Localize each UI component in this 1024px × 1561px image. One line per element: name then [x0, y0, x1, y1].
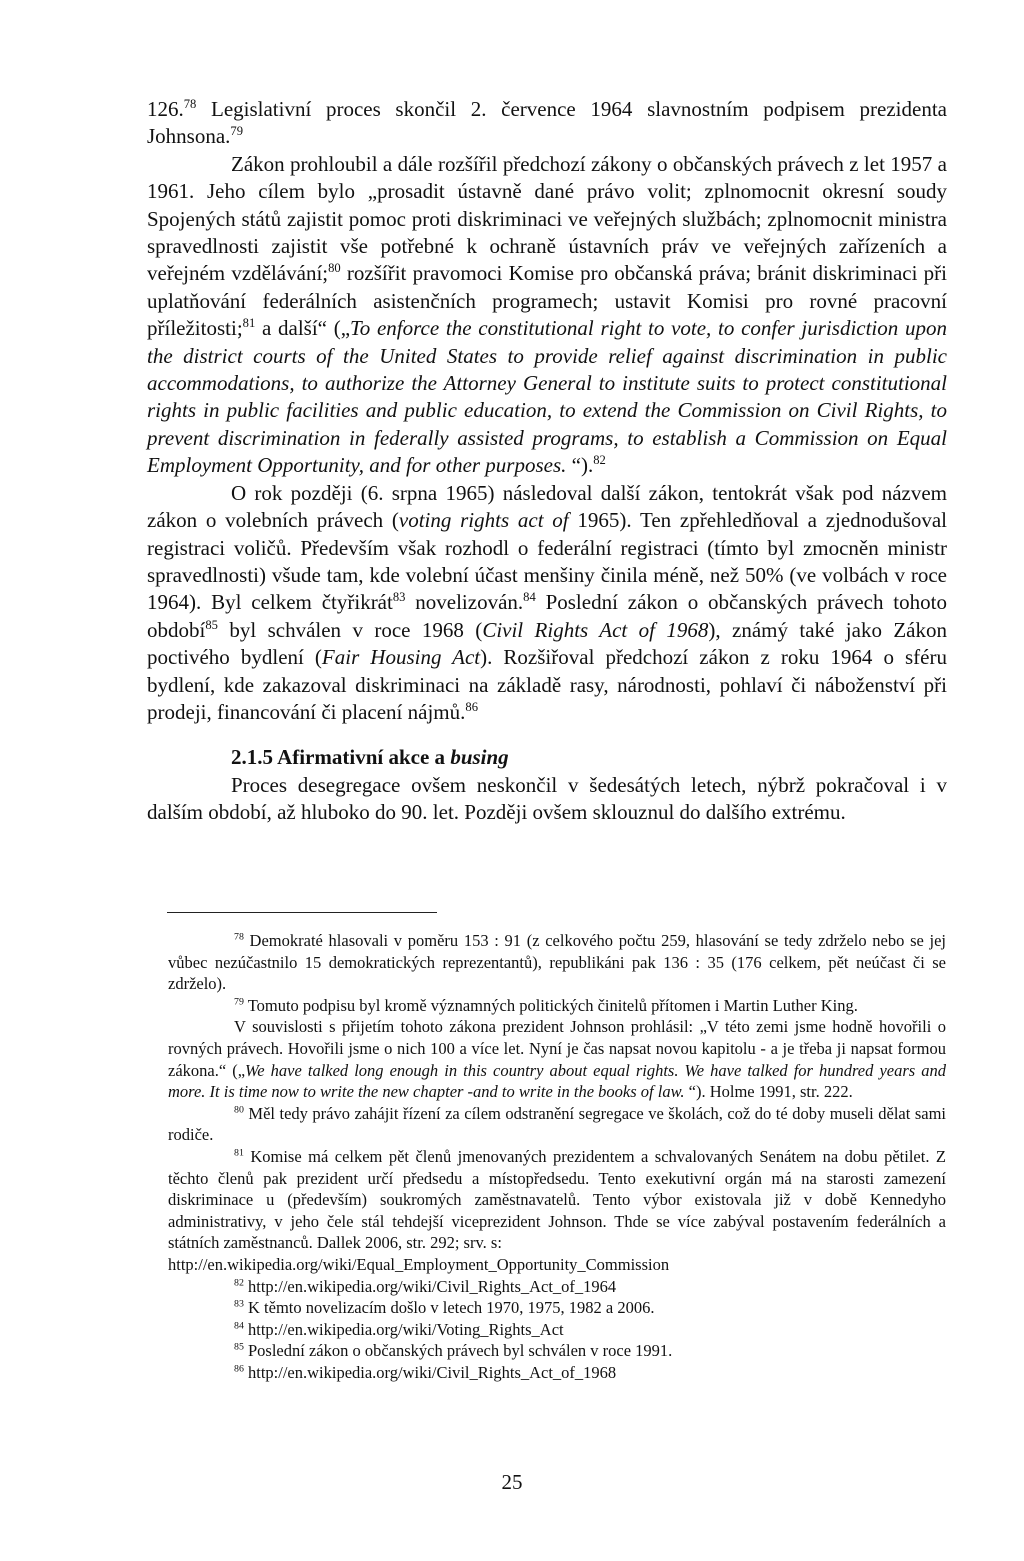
- text-run: Zákon prohloubil a dále rozšířil předchozí zákony o občanských právech z let 1957 a 1961. Jeho cílem bylo „prosadit ústavně dané právo volit; zplnomocnit okresní soudy Spojených států zajistit pomoc proti diskriminaci ve veřejných službách; zplnomocnit ministra spravedlnosti zajistit vše potřebné k ochraně ústavních práv ve veřejných zařízeních a veřejném vzdělávání;: [147, 151, 947, 286]
- footnote-text: Demokraté hlasovali v poměru 153 : 91 (z celkového počtu 259, hlasování se tedy zdrželo nebo se jej vůbec nezúčastnilo 15 demokratických reprezentantů), republikáni pak 136 : 35 (176 celkem, pět neúčast či se zdrželo).: [168, 931, 946, 994]
- footnote-text: Poslední zákon o občanských právech byl schválen v roce 1991.: [243, 1341, 673, 1361]
- footnote-number: 82: [234, 1277, 244, 1288]
- section-heading: [231, 744, 947, 771]
- footnote-ref: 81: [242, 316, 256, 331]
- footnote-82: [168, 1276, 946, 1298]
- footnote-79: [168, 995, 946, 1017]
- paragraph-signing: [147, 96, 947, 151]
- footnote-number: 81: [234, 1147, 244, 1159]
- paragraph-voting-rights: [147, 480, 947, 727]
- text-run: “).: [566, 453, 594, 478]
- text-run: Proces desegregace ovšem neskončil v šedesátých letech, nýbrž pokračoval i v dalším období, až hluboko do 90. let. Později ovšem sklouznul do dalšího extrému.: [147, 772, 947, 825]
- text-run: 1965). Ten zpřehledňoval a zjednodušoval registraci voličů. Především však rozhodl o federální registraci (tímto byl zmocněn ministr spravedlnosti) všude tam, kde volební účast menšiny činila méně, než 50% (ve volbách v roce 1964). Byl celkem čtyřikrát: [147, 508, 947, 615]
- footnote-text: Tomuto podpisu byl kromě významných politických činitelů přítomen i Martin Luther King.: [243, 995, 858, 1015]
- footnote-ref: 80: [328, 261, 341, 276]
- footnote-79-continued: [168, 1016, 946, 1102]
- english-quote: We have talked long enough in this country about equal rights. We have talked for hundred years and more. It is time now to write the new chapter -and to write in the books of law.: [168, 1060, 946, 1102]
- footnote-text: Komise má celkem pět členů jmenovaných prezidentem a schvalovaných Senátem na dobu pětilet. Z těchto členů pak prezident určí předsedu a místopředsedu. Tento exekutivní orgán má na starosti zamezení diskriminace u (především) soukromých zaměstnavatelů. Tento výbor existovala již v době Kennedyho administrativy, v jeho čele stál tehdejší viceprezident Johnson. Thde se více zabýval postavením federálních a státních zaměstnanců. Dallek 2006, str. 292; srv. s:: [168, 1146, 946, 1253]
- heading-text: 2.1.5 Afirmativní akce a: [231, 745, 451, 770]
- italic-term: Fair Housing Act: [321, 645, 481, 670]
- footnote-81: [168, 1146, 946, 1254]
- footnote-number: 86: [234, 1363, 244, 1375]
- text-run: O rok později (6. srpna 1965) následoval další zákon, tentokrát však pod názvem zákon o volebních právech (: [147, 480, 947, 533]
- footnote-81-url: [168, 1254, 946, 1276]
- main-text: [147, 96, 947, 827]
- footnote-ref: 84: [523, 590, 536, 605]
- footnote-ref: 79: [230, 124, 244, 139]
- footnote-number: 78: [234, 931, 244, 943]
- footnote-ref: 83: [392, 590, 406, 605]
- footnote-separator: [167, 912, 437, 913]
- footnote-url: http://en.wikipedia.org/wiki/Civil_Rights_Act_of_1964: [243, 1276, 617, 1296]
- footnote-ref: 85: [205, 617, 218, 632]
- footnote-number: 83: [234, 1298, 244, 1310]
- footnote-78: [168, 930, 946, 995]
- text-run: ). Rozšiřoval předchozí zákon z roku 1964 o sféru bydlení, kde zakazoval diskriminaci na základě rasy, národnosti, pohlaví či náboženství při prodeji, financování či placení nájmů.: [147, 645, 947, 724]
- text-run: byl schválen v roce 1968 (: [217, 617, 483, 642]
- text-run: rozšířit pravomoci Komise pro občanská práva; bránit diskriminaci při uplatňování federálních asistenčních programech; ustavit Komisi pro rovné pracovní příležitosti;: [147, 261, 947, 341]
- footnote-number: 84: [234, 1320, 244, 1332]
- footnote-number: 79: [234, 996, 244, 1008]
- page-number: 25: [501, 1470, 523, 1494]
- footnote-84: [168, 1319, 946, 1341]
- footnote-text: V souvislosti s přijetím tohoto zákona prezident Johnson prohlásil: „V této zemi jsme hodně hovořili o rovných právech. Hovořili jsme o nich 100 a více let. Nyní je čas napsat novou kapitolu - a je třeba ji napsat formou zákona.“ („: [168, 1017, 946, 1080]
- footnote-text: “). Holme 1991, str. 222.: [684, 1082, 853, 1102]
- footnotes: [168, 930, 946, 1383]
- text-run: Poslední zákon o občanských právech tohoto období: [147, 590, 947, 642]
- text-run: a další“ („: [255, 316, 351, 341]
- footnote-url: http://en.wikipedia.org/wiki/Civil_Rights_Act_of_1968: [243, 1362, 617, 1382]
- footnote-number: 80: [234, 1104, 244, 1116]
- text-run: 126.: [147, 97, 184, 121]
- text-run: ), známý také jako Zákon poctivého bydlení (: [147, 617, 947, 670]
- footnote-number: 85: [234, 1341, 244, 1353]
- footnote-83: [168, 1297, 946, 1319]
- paragraph-desegregation: [147, 772, 947, 827]
- footnote-ref: 78: [183, 97, 197, 111]
- italic-term: voting rights act of: [398, 508, 569, 533]
- text-run: novelizován.: [405, 590, 524, 615]
- italic-term: Civil Rights Act of 1968: [482, 617, 709, 642]
- footnote-85: [168, 1340, 946, 1362]
- footnote-ref: 86: [465, 699, 478, 714]
- paragraph-civil-rights-act: [147, 151, 947, 480]
- footnote-80: [168, 1103, 946, 1146]
- footnote-ref: 82: [593, 453, 606, 468]
- footnote-url: http://en.wikipedia.org/wiki/Equal_Employment_Opportunity_Commission: [168, 1254, 670, 1274]
- english-quote: To enforce the constitutional right to vote, to confer jurisdiction upon the district courts of the United States to provide relief against discrimination in public accommodations, to authorize the Attorney General to institute suits to protect constitutional rights in public facilities and public education, to extend the Commission on Civil Rights, to prevent discrimination in federally assisted programs, to establish a Commission on Equal Employment Opportunity, and for other purposes.: [147, 316, 947, 478]
- heading-italic: busing: [450, 745, 509, 770]
- footnote-url: http://en.wikipedia.org/wiki/Voting_Rights_Act: [243, 1319, 564, 1339]
- footnote-86: [168, 1362, 946, 1384]
- text-run: Legislativní proces skončil 2. července 1964 slavnostním podpisem prezidenta Johnsona.: [147, 97, 947, 149]
- footnote-text: K těmto novelizacím došlo v letech 1970, 1975, 1982 a 2006.: [243, 1298, 655, 1318]
- footnote-text: Měl tedy právo zahájit řízení za cílem odstranění segregace ve školách, což do té doby museli dělat sami rodiče.: [168, 1103, 946, 1145]
